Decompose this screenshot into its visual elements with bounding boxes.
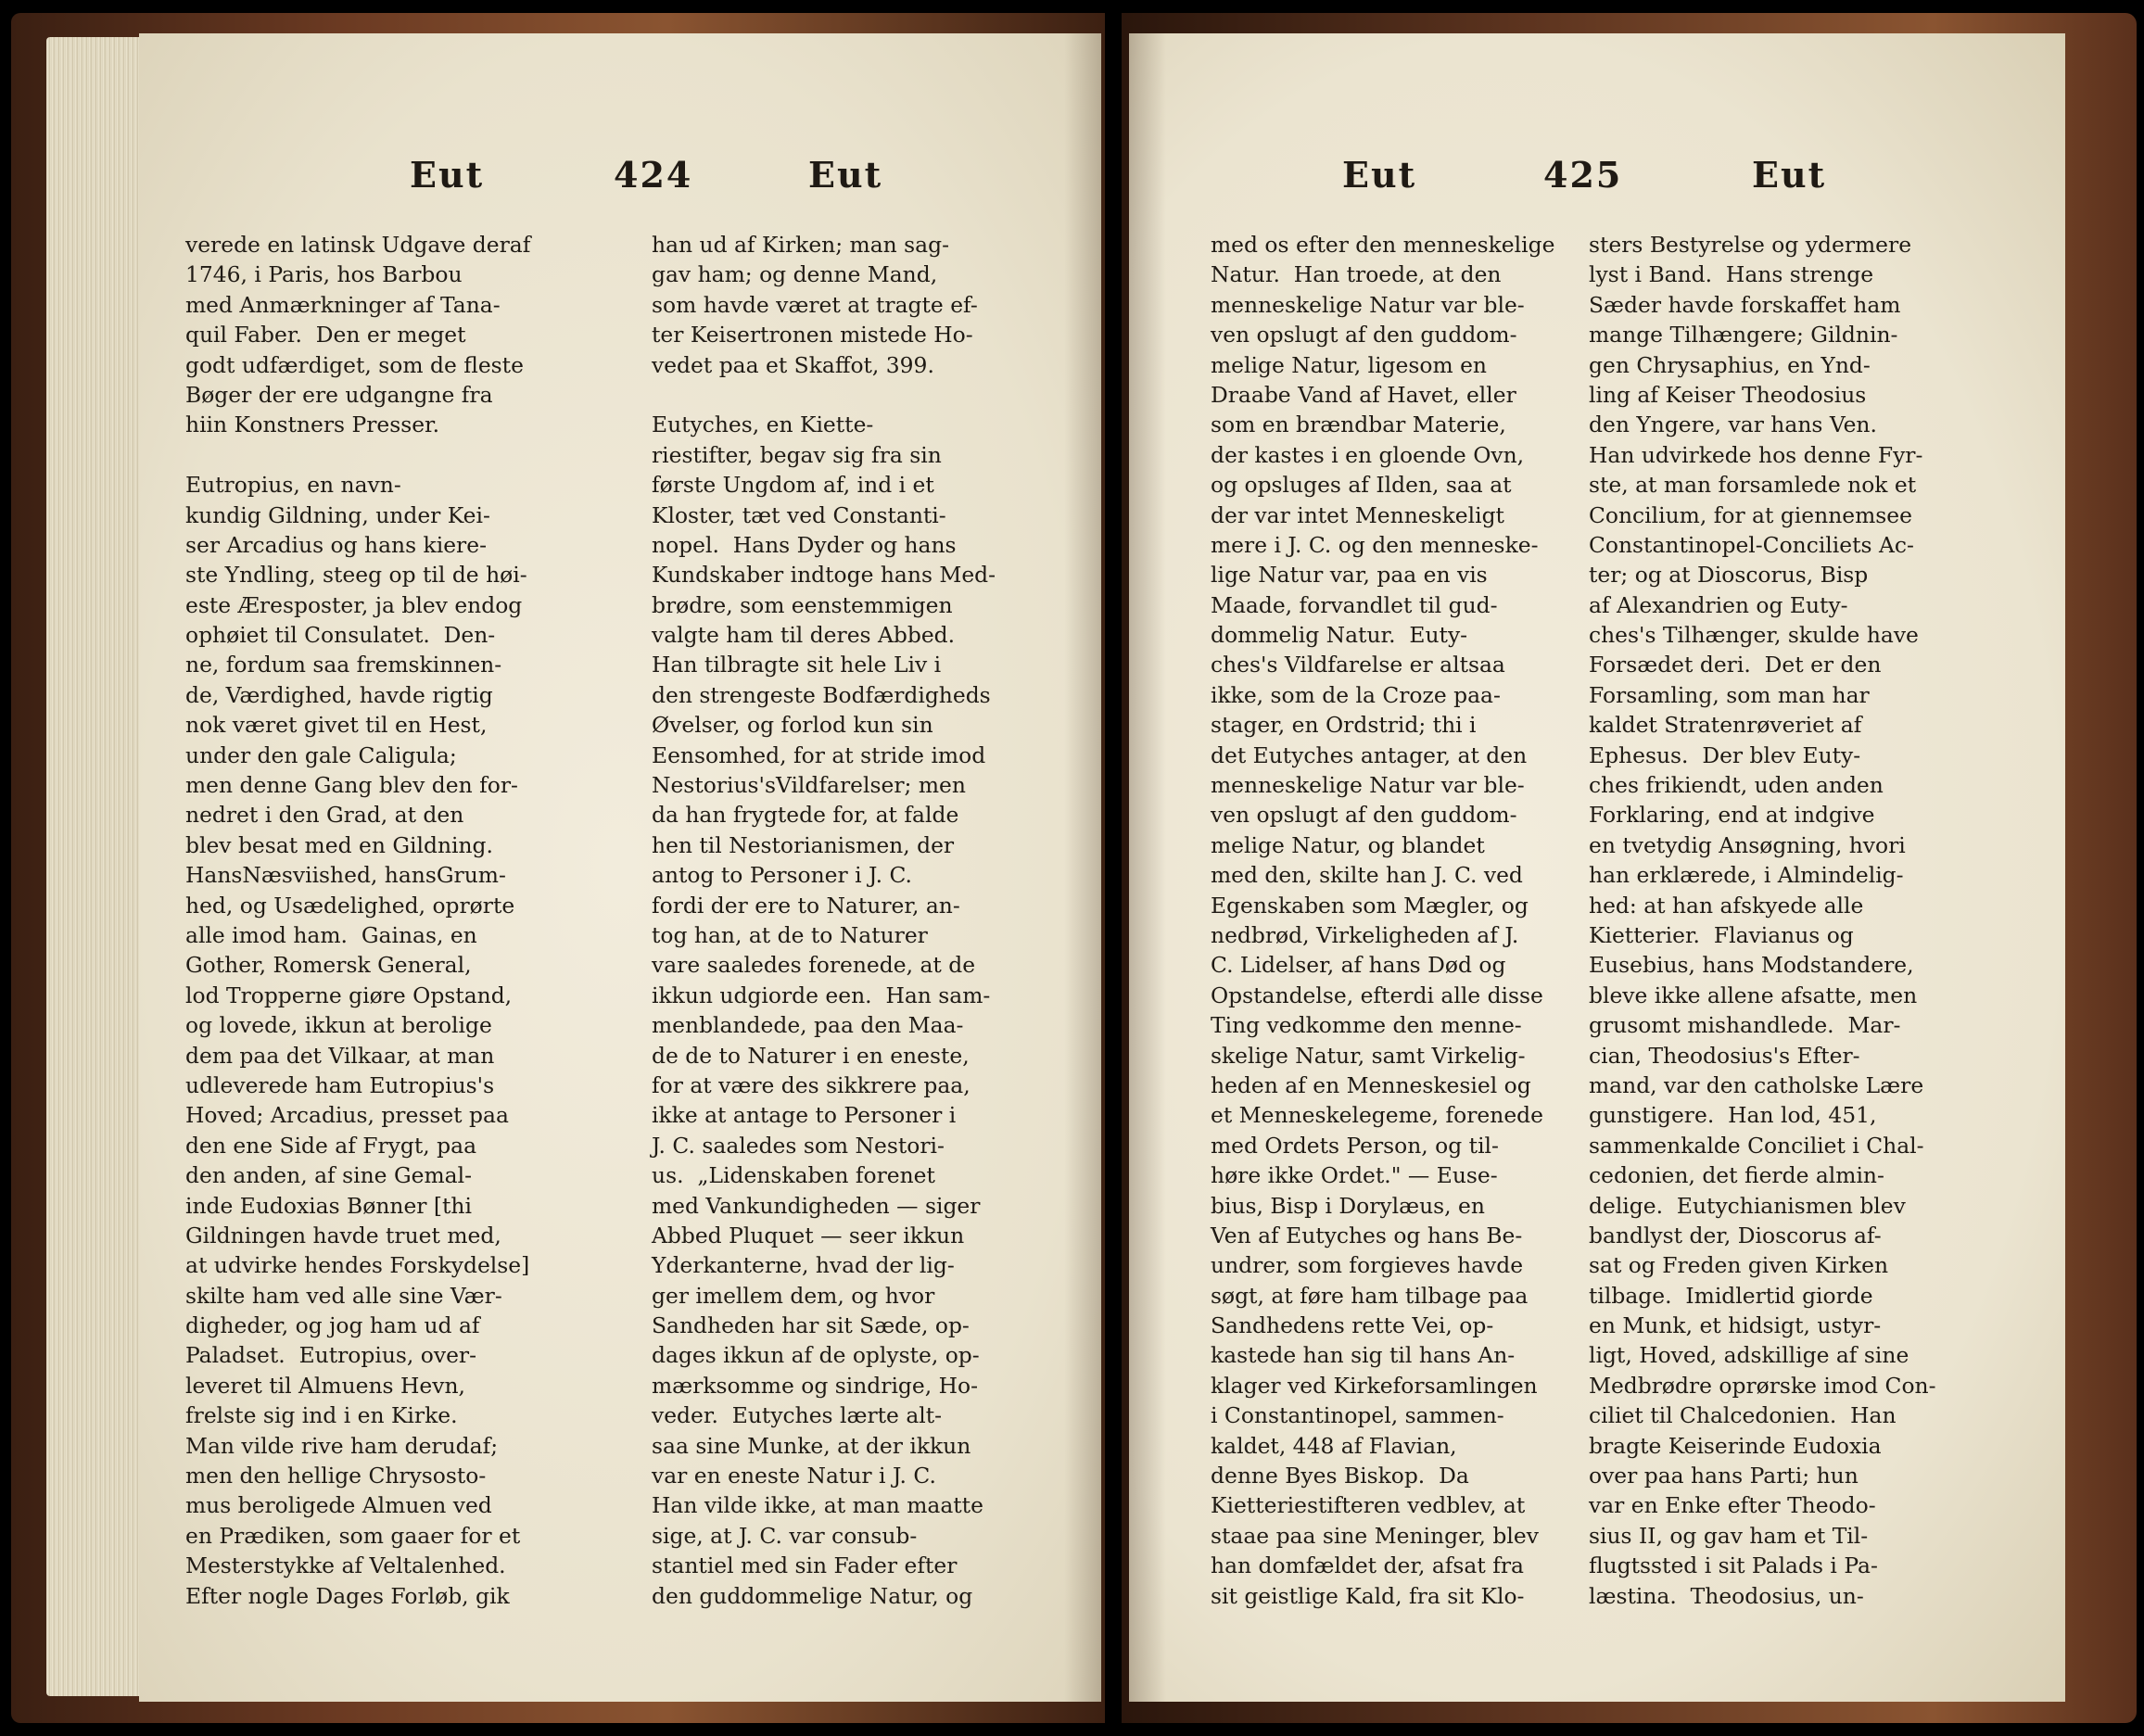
right-header-catchword-right: Eut bbox=[1752, 154, 1827, 196]
text-line: este Æresposter, ja blev endog bbox=[185, 591, 523, 618]
text-line: lyst i Band. Hans strenge bbox=[1589, 261, 1874, 288]
text-line: var en Enke efter Theodo- bbox=[1589, 1492, 1876, 1519]
text-line: Yderkanterne, hvad der lig- bbox=[652, 1252, 955, 1279]
text-line: riestifter, begav sig fra sin bbox=[652, 441, 942, 468]
text-line: mand, var den catholske Lære bbox=[1589, 1071, 1924, 1098]
text-line: nedbrød, Virkeligheden af J. bbox=[1211, 921, 1519, 948]
text-line: leveret til Almuens Hevn, bbox=[185, 1372, 465, 1399]
text-line: ven opslugt af den guddom- bbox=[1211, 802, 1517, 829]
text-line: Medbrødre oprørske imod Con- bbox=[1589, 1372, 1936, 1399]
text-line bbox=[652, 380, 996, 410]
left-page bbox=[139, 33, 1101, 1702]
text-line: Draabe Vand af Havet, eller bbox=[1211, 381, 1516, 408]
text-line: over paa hans Parti; hun bbox=[1589, 1463, 1859, 1489]
text-line: kaldet, 448 af Flavian, bbox=[1211, 1432, 1457, 1459]
text-line: inde Eudoxias Bønner [thi bbox=[185, 1192, 472, 1219]
text-line: sat og Freden given Kirken bbox=[1589, 1252, 1889, 1279]
text-line: flugtssted i sit Palads i Pa- bbox=[1589, 1552, 1878, 1579]
text-line: ven opslugt af den guddom- bbox=[1211, 322, 1517, 348]
text-line: alle imod ham. Gainas, en bbox=[185, 921, 477, 948]
text-line: en tvetydig Ansøgning, hvori bbox=[1589, 831, 1906, 858]
text-line: han erklærede, i Almindelig- bbox=[1589, 862, 1904, 889]
text-line: ste, at man forsamlede nok et bbox=[1589, 472, 1917, 499]
text-line: skilte ham ved alle sine Vær- bbox=[185, 1282, 502, 1309]
text-line: delige. Eutychianismen blev bbox=[1589, 1192, 1906, 1219]
text-line: ikke, som de la Croze paa- bbox=[1211, 681, 1501, 708]
text-line: C. Lidelser, af hans Død og bbox=[1211, 952, 1506, 979]
text-line: sters Bestyrelse og ydermere bbox=[1589, 232, 1912, 258]
text-line: første Ungdom af, ind i et bbox=[652, 472, 934, 499]
text-line: ches frikiendt, uden anden bbox=[1589, 772, 1884, 799]
text-line: ste Yndling, steeg op til de høi- bbox=[185, 562, 527, 589]
text-line: bleve ikke allene afsatte, men bbox=[1589, 982, 1918, 1008]
text-line: melige Natur, ligesom en bbox=[1211, 351, 1487, 378]
text-line: ciliet til Chalcedonien. Han bbox=[1589, 1402, 1897, 1429]
text-line: Maade, forvandlet til gud- bbox=[1211, 591, 1498, 618]
text-line: en Prædiken, som gaaer for et bbox=[185, 1522, 521, 1549]
gutter-shadow bbox=[1129, 33, 1166, 1702]
text-line: hed, og Usædelighed, oprørte bbox=[185, 892, 515, 919]
text-line: hiin Konstners Presser. bbox=[185, 412, 440, 438]
text-line: Sandhedens rette Vei, op- bbox=[1211, 1312, 1494, 1339]
text-line: ger imellem dem, og hvor bbox=[652, 1282, 935, 1309]
text-line: dem paa det Vilkaar, at man bbox=[185, 1042, 495, 1069]
text-line: staae paa sine Meninger, blev bbox=[1211, 1522, 1539, 1549]
text-line: sius II, og gav ham et Til- bbox=[1589, 1522, 1869, 1549]
text-line: ches's Vildfarelse er altsaa bbox=[1211, 652, 1505, 678]
text-line bbox=[185, 440, 530, 470]
text-line: menneskelige Natur var ble- bbox=[1211, 772, 1525, 799]
text-line: Eensomhed, for at stride imod bbox=[652, 741, 986, 768]
text-line: undrer, som forgieves havde bbox=[1211, 1252, 1524, 1279]
text-line: i Constantinopel, sammen- bbox=[1211, 1402, 1504, 1429]
text-line: Forsamling, som man har bbox=[1589, 681, 1870, 708]
text-line: gunstigere. Han lod, 451, bbox=[1589, 1102, 1877, 1129]
text-line: som en brændbar Materie, bbox=[1211, 412, 1506, 438]
text-line: Efter nogle Dages Forløb, gik bbox=[185, 1582, 510, 1609]
left-column-2 bbox=[652, 230, 996, 1611]
text-line: mange Tilhængere; Gildnin- bbox=[1589, 322, 1898, 348]
text-line: af Alexandrien og Euty- bbox=[1589, 591, 1848, 618]
right-header-catchword-left: Eut bbox=[1342, 154, 1417, 196]
left-header-catchword-right: Eut bbox=[808, 154, 883, 196]
text-line: stager, en Ordstrid; thi i bbox=[1211, 712, 1477, 739]
text-line: melige Natur, og blandet bbox=[1211, 831, 1485, 858]
text-line: ter; og at Dioscorus, Bisp bbox=[1589, 562, 1869, 589]
text-line: sammenkalde Conciliet i Chal- bbox=[1589, 1132, 1924, 1159]
text-line: tog han, at de to Naturer bbox=[652, 921, 928, 948]
text-line: med Ordets Person, og til- bbox=[1211, 1132, 1499, 1159]
text-line: da han frygtede for, at falde bbox=[652, 802, 959, 829]
text-line: menblandede, paa den Maa- bbox=[652, 1012, 964, 1039]
text-line: udleverede ham Eutropius's bbox=[185, 1071, 495, 1098]
text-line: han ud af Kirken; man sag- bbox=[652, 232, 950, 258]
text-line: den guddommelige Natur, og bbox=[652, 1582, 973, 1609]
text-line: de, Værdighed, havde rigtig bbox=[185, 681, 493, 708]
right-column-1 bbox=[1211, 230, 1554, 1611]
text-line: blev besat med en Gildning. bbox=[185, 831, 493, 858]
text-line: bragte Keiserinde Eudoxia bbox=[1589, 1432, 1882, 1459]
text-line: hen til Nestorianismen, der bbox=[652, 831, 955, 858]
text-line: denne Byes Biskop. Da bbox=[1211, 1463, 1469, 1489]
text-line: Sæder havde forskaffet ham bbox=[1589, 291, 1901, 318]
text-line: med den, skilte han J. C. ved bbox=[1211, 862, 1523, 889]
text-line: Han vilde ikke, at man maatte bbox=[652, 1492, 983, 1519]
text-line: mus beroligede Almuen ved bbox=[185, 1492, 492, 1519]
text-line: Abbed Pluquet — seer ikkun bbox=[652, 1222, 965, 1248]
text-line: ter Keisertronen mistede Ho- bbox=[652, 322, 973, 348]
text-line: Natur. Han troede, at den bbox=[1211, 261, 1502, 288]
text-line: ne, fordum saa fremskinnen- bbox=[185, 652, 502, 678]
text-line: Kietteriestifteren vedblev, at bbox=[1211, 1492, 1526, 1519]
text-line: Paladset. Eutropius, over- bbox=[185, 1342, 477, 1369]
text-line: Nestorius'sVildfarelser; men bbox=[652, 772, 966, 799]
text-line: kastede han sig til hans An- bbox=[1211, 1342, 1516, 1369]
text-line: der var intet Menneskeligt bbox=[1211, 501, 1504, 528]
right-column-2 bbox=[1589, 230, 1936, 1611]
text-line: lod Tropperne giøre Opstand, bbox=[185, 982, 513, 1008]
text-line: en Munk, et hidsigt, ustyr- bbox=[1589, 1312, 1882, 1339]
text-line: kundig Gildning, under Kei- bbox=[185, 501, 490, 528]
text-line: bandlyst der, Dioscorus af- bbox=[1589, 1222, 1882, 1248]
text-line: tilbage. Imidlertid giorde bbox=[1589, 1282, 1873, 1309]
text-line: nok været givet til en Hest, bbox=[185, 712, 488, 739]
text-line: Ephesus. Der blev Euty- bbox=[1589, 741, 1861, 768]
page-edges bbox=[46, 37, 148, 1696]
text-line: J. C. saaledes som Nestori- bbox=[652, 1132, 945, 1159]
text-line: for at være des sikkrere paa, bbox=[652, 1071, 971, 1098]
text-line: Han udvirkede hos denne Fyr- bbox=[1589, 441, 1923, 468]
text-line: Ven af Eutyches og hans Be- bbox=[1211, 1222, 1523, 1248]
text-line: Øvelser, og forlod kun sin bbox=[652, 712, 933, 739]
text-line: men den hellige Chrysosto- bbox=[185, 1463, 487, 1489]
text-line: men denne Gang blev den for- bbox=[185, 772, 518, 799]
text-line: cian, Theodosius's Efter- bbox=[1589, 1042, 1860, 1069]
text-line: et Menneskelegeme, forenede bbox=[1211, 1102, 1543, 1129]
text-line: den anden, af sine Gemal- bbox=[185, 1162, 472, 1189]
left-column-1 bbox=[185, 230, 530, 1611]
text-line: Eutropius, en navn- bbox=[185, 472, 401, 499]
text-line: med Vankundigheden — siger bbox=[652, 1192, 981, 1219]
text-line: verede en latinsk Udgave deraf bbox=[185, 232, 531, 258]
text-line: quil Faber. Den er meget bbox=[185, 322, 466, 348]
text-line: læstina. Theodosius, un- bbox=[1589, 1582, 1864, 1609]
right-page-number: 425 bbox=[1543, 154, 1623, 196]
text-line: grusomt mishandlede. Mar- bbox=[1589, 1012, 1901, 1039]
text-line: Forklaring, end at indgive bbox=[1589, 802, 1875, 829]
text-line: ligt, Hoved, adskillige af sine bbox=[1589, 1342, 1909, 1369]
text-line: Kietterier. Flavianus og bbox=[1589, 921, 1854, 948]
text-line: ser Arcadius og hans kiere- bbox=[185, 531, 487, 558]
text-line: vedet paa et Skaffot, 399. bbox=[652, 351, 934, 378]
text-line: søgt, at føre ham tilbage paa bbox=[1211, 1282, 1529, 1309]
text-line: den ene Side af Frygt, paa bbox=[185, 1132, 477, 1159]
text-line: var en eneste Natur i J. C. bbox=[652, 1463, 936, 1489]
text-line: saa sine Munke, at der ikkun bbox=[652, 1432, 971, 1459]
text-line: stantiel med sin Fader efter bbox=[652, 1552, 958, 1579]
text-line: frelste sig ind i en Kirke. bbox=[185, 1402, 458, 1429]
text-line: klager ved Kirkeforsamlingen bbox=[1211, 1372, 1538, 1399]
text-line: der kastes i en gloende Ovn, bbox=[1211, 441, 1525, 468]
text-line: ikkun udgiorde een. Han sam- bbox=[652, 982, 991, 1008]
text-line: skelige Natur, samt Virkelig- bbox=[1211, 1042, 1526, 1069]
text-line: som havde været at tragte ef- bbox=[652, 291, 978, 318]
text-line: Egenskaben som Mægler, og bbox=[1211, 892, 1529, 919]
text-line: 1746, i Paris, hos Barbou bbox=[185, 261, 463, 288]
text-line: Concilium, for at giennemsee bbox=[1589, 501, 1912, 528]
text-line: dages ikkun af de oplyste, op- bbox=[652, 1342, 980, 1369]
text-line: Bøger der ere udgangne fra bbox=[185, 381, 493, 408]
text-line: vare saaledes forenede, at de bbox=[652, 952, 976, 979]
text-line: Forsædet deri. Det er den bbox=[1589, 652, 1882, 678]
text-line: den Yngere, var hans Ven. bbox=[1589, 412, 1877, 438]
text-line: gen Chrysaphius, en Ynd- bbox=[1589, 351, 1871, 378]
text-line: digheder, og jog ham ud af bbox=[185, 1312, 480, 1339]
text-line: høre ikke Ordet." — Euse- bbox=[1211, 1162, 1498, 1189]
text-line: under den gale Caligula; bbox=[185, 741, 457, 768]
text-line: ophøiet til Consulatet. Den- bbox=[185, 622, 496, 649]
text-line: Eusebius, hans Modstandere, bbox=[1589, 952, 1914, 979]
text-line: med os efter den menneskelige bbox=[1211, 232, 1555, 258]
text-line: nopel. Hans Dyder og hans bbox=[652, 531, 957, 558]
text-line: dommelig Natur. Euty- bbox=[1211, 622, 1468, 649]
text-line: Gildningen havde truet med, bbox=[185, 1222, 501, 1248]
text-line: fordi der ere to Naturer, an- bbox=[652, 892, 960, 919]
text-line: Han tilbragte sit hele Liv i bbox=[652, 652, 942, 678]
text-line: Man vilde rive ham derudaf; bbox=[185, 1432, 499, 1459]
text-line: Kloster, tæt ved Constanti- bbox=[652, 501, 946, 528]
text-line: hed: at han afskyede alle bbox=[1589, 892, 1864, 919]
text-line: det Eutyches antager, at den bbox=[1211, 741, 1528, 768]
right-page bbox=[1129, 33, 2065, 1702]
text-line: de de to Naturer i en eneste, bbox=[652, 1042, 970, 1069]
text-line: mere i J. C. og den menneske- bbox=[1211, 531, 1539, 558]
text-line: Gother, Romersk General, bbox=[185, 952, 472, 979]
text-line: Kundskaber indtoge hans Med- bbox=[652, 562, 996, 589]
text-line: ikke at antage to Personer i bbox=[652, 1102, 957, 1129]
text-line: sit geistlige Kald, fra sit Klo- bbox=[1211, 1582, 1525, 1609]
text-line: med Anmærkninger af Tana- bbox=[185, 291, 501, 318]
text-line: og opsluges af Ilden, saa at bbox=[1211, 472, 1512, 499]
text-line: bius, Bisp i Dorylæus, en bbox=[1211, 1192, 1485, 1219]
gutter-shadow bbox=[1064, 33, 1101, 1702]
text-line: Opstandelse, efterdi alle disse bbox=[1211, 982, 1543, 1008]
text-line: at udvirke hendes Forskydelse] bbox=[185, 1252, 530, 1279]
text-line: veder. Eutyches lærte alt- bbox=[652, 1402, 943, 1429]
text-line: antog to Personer i J. C. bbox=[652, 862, 912, 889]
text-line: valgte ham til deres Abbed. bbox=[652, 622, 956, 649]
text-line: sige, at J. C. var consub- bbox=[652, 1522, 918, 1549]
text-line: HansNæsviished, hansGrum- bbox=[185, 862, 506, 889]
text-line: Mesterstykke af Veltalenhed. bbox=[185, 1552, 506, 1579]
left-page-number: 424 bbox=[614, 154, 693, 196]
text-line: lige Natur var, paa en vis bbox=[1211, 562, 1488, 589]
text-line: Hoved; Arcadius, presset paa bbox=[185, 1102, 509, 1129]
text-line: godt udfærdiget, som de fleste bbox=[185, 351, 524, 378]
text-line: brødre, som eenstemmigen bbox=[652, 591, 953, 618]
text-line: nedret i den Grad, at den bbox=[185, 802, 464, 829]
text-line: ches's Tilhænger, skulde have bbox=[1589, 622, 1919, 649]
text-line: Eutyches, en Kiette- bbox=[652, 412, 874, 438]
left-header-catchword-left: Eut bbox=[410, 154, 485, 196]
text-line: han domfældet der, afsat fra bbox=[1211, 1552, 1524, 1579]
text-line: ling af Keiser Theodosius bbox=[1589, 381, 1867, 408]
text-line: Constantinopel-Conciliets Ac- bbox=[1589, 531, 1914, 558]
text-line: og lovede, ikkun at berolige bbox=[185, 1012, 492, 1039]
text-line: kaldet Stratenrøveriet af bbox=[1589, 712, 1862, 739]
text-line: Sandheden har sit Sæde, op- bbox=[652, 1312, 970, 1339]
text-line: heden af en Menneskesiel og bbox=[1211, 1071, 1531, 1098]
text-line: us. „Lidenskaben forenet bbox=[652, 1162, 935, 1189]
text-line: cedonien, det fierde almin- bbox=[1589, 1162, 1884, 1189]
text-line: Ting vedkomme den menne- bbox=[1211, 1012, 1522, 1039]
text-line: den strengeste Bodfærdigheds bbox=[652, 681, 991, 708]
text-line: mærksomme og sindrige, Ho- bbox=[652, 1372, 978, 1399]
text-line: menneskelige Natur var ble- bbox=[1211, 291, 1525, 318]
text-line: gav ham; og denne Mand, bbox=[652, 261, 938, 288]
